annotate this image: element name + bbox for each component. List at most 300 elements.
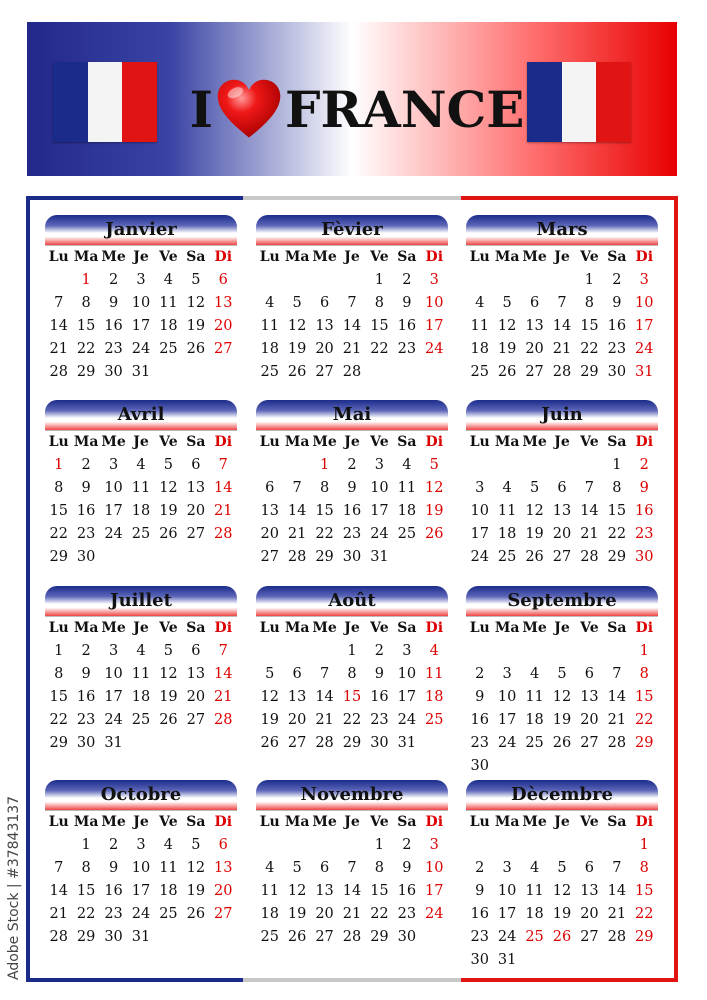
day-cell: 1 (639, 836, 649, 853)
day-cell: 13 (260, 502, 279, 519)
weekday-label: Sa (397, 814, 417, 830)
day-cell: 24 (470, 548, 489, 565)
day-cell: 14 (552, 317, 572, 334)
day-cell: 9 (612, 294, 622, 311)
weekday-label: Sa (186, 814, 206, 830)
day-cell: 13 (580, 882, 599, 899)
day-cell: 2 (347, 456, 357, 473)
day-cell: 4 (163, 271, 174, 288)
day-cell: 4 (136, 456, 146, 473)
day-cell: 3 (429, 836, 439, 853)
day-cell: 9 (347, 479, 357, 496)
day-cell: 4 (265, 859, 275, 876)
month-2 (256, 215, 448, 383)
day-cell: 11 (470, 317, 489, 334)
day-cell: 29 (76, 928, 96, 945)
day-cell: 23 (342, 525, 362, 542)
day-cell: 27 (260, 548, 279, 565)
month-11 (256, 780, 448, 948)
day-cell: 11 (525, 882, 544, 899)
day-cell: 1 (54, 642, 64, 659)
day-cell: 30 (104, 363, 123, 380)
day-cell: 25 (470, 363, 489, 380)
month-header (466, 400, 658, 430)
weekday-row (45, 245, 237, 268)
day-grid (466, 453, 658, 568)
weekday-row (45, 810, 237, 833)
day-cell: 28 (315, 734, 334, 751)
weekday-label: Ma (284, 620, 310, 636)
weekday-label: Ve (370, 620, 389, 636)
day-cell: 18 (260, 340, 279, 357)
day-cell: 28 (342, 928, 362, 945)
weekday-label: Je (344, 249, 360, 265)
day-cell: 23 (397, 340, 417, 357)
weekday-label: Lu (469, 434, 490, 450)
day-cell: 29 (607, 548, 627, 565)
day-cell: 2 (475, 859, 485, 876)
day-cell: 18 (159, 317, 178, 334)
day-cell: 31 (397, 734, 417, 751)
heart-icon (215, 77, 283, 141)
day-cell: 29 (635, 928, 654, 945)
month-header (45, 586, 237, 616)
day-cell: 3 (108, 642, 119, 659)
day-cell: 15 (342, 688, 362, 705)
day-cell: 11 (497, 502, 517, 519)
day-grid (45, 833, 237, 948)
day-cell: 3 (502, 665, 512, 682)
month-1 (45, 215, 237, 383)
day-cell: 15 (370, 882, 389, 899)
day-cell: 4 (529, 859, 540, 876)
day-cell: 6 (529, 294, 540, 311)
weekday-label: Di (425, 620, 444, 636)
month-5 (256, 400, 448, 568)
month-header (45, 400, 237, 430)
day-cell: 21 (342, 340, 362, 357)
day-cell: 20 (214, 317, 233, 334)
day-cell: 7 (218, 456, 228, 473)
day-cell: 20 (552, 525, 572, 542)
weekday-label: Me (312, 814, 337, 830)
weekday-label: Lu (259, 814, 280, 830)
day-cell: 3 (108, 456, 119, 473)
day-cell: 20 (525, 340, 544, 357)
weekday-label: Je (344, 434, 360, 450)
weekday-label: Je (554, 249, 570, 265)
day-cell: 3 (374, 456, 385, 473)
day-cell: 9 (374, 665, 385, 682)
day-cell: 28 (607, 734, 627, 751)
weekday-row (256, 245, 448, 268)
day-cell: 25 (131, 711, 151, 728)
weekday-label: Ma (73, 620, 99, 636)
month-name: Septembre (507, 589, 617, 611)
weekday-label: Ma (73, 814, 99, 830)
day-cell: 21 (287, 525, 307, 542)
day-cell: 16 (635, 502, 654, 519)
day-cell: 6 (319, 294, 330, 311)
weekday-label: Ma (284, 814, 310, 830)
day-cell: 29 (370, 928, 389, 945)
day-cell: 9 (475, 688, 485, 705)
weekday-label: Ma (284, 434, 310, 450)
weekday-label: Me (101, 249, 126, 265)
day-cell: 15 (315, 502, 334, 519)
day-cell: 25 (425, 711, 444, 728)
month-name: Août (328, 589, 376, 611)
month-header (45, 215, 237, 245)
day-cell: 20 (186, 502, 206, 519)
day-cell: 23 (104, 340, 123, 357)
month-10 (45, 780, 237, 948)
day-grid (256, 268, 448, 383)
weekday-label: Sa (397, 434, 417, 450)
day-cell: 16 (470, 711, 489, 728)
day-cell: 19 (186, 882, 206, 899)
day-cell: 5 (292, 294, 302, 311)
day-cell: 17 (497, 711, 517, 728)
day-cell: 5 (292, 859, 302, 876)
day-cell: 13 (552, 502, 572, 519)
month-8 (256, 586, 448, 754)
weekday-label: Di (214, 620, 233, 636)
day-cell: 28 (214, 711, 233, 728)
day-cell: 17 (425, 317, 444, 334)
day-cell: 18 (525, 711, 544, 728)
day-cell: 27 (214, 340, 233, 357)
day-cell: 21 (49, 340, 68, 357)
day-cell: 14 (607, 688, 627, 705)
weekday-label: Je (554, 620, 570, 636)
day-cell: 11 (159, 859, 178, 876)
day-cell: 15 (635, 882, 654, 899)
day-cell: 21 (607, 711, 627, 728)
month-name: Juin (541, 403, 583, 425)
weekday-row (256, 810, 448, 833)
day-cell: 5 (529, 479, 540, 496)
day-grid (45, 639, 237, 754)
day-cell: 13 (287, 688, 307, 705)
weekday-label: Ve (580, 620, 599, 636)
day-cell: 29 (315, 548, 334, 565)
day-cell: 21 (214, 502, 233, 519)
day-cell: 25 (260, 928, 279, 945)
day-cell: 17 (397, 688, 417, 705)
month-name: Avril (117, 403, 165, 425)
day-cell: 20 (260, 525, 279, 542)
day-cell: 19 (287, 340, 307, 357)
weekday-label: Me (101, 620, 126, 636)
weekday-label: Ve (370, 814, 389, 830)
day-cell: 3 (429, 271, 439, 288)
weekday-label: Lu (48, 620, 69, 636)
weekday-label: Di (635, 249, 654, 265)
day-cell: 20 (315, 340, 334, 357)
weekday-label: Me (522, 814, 547, 830)
day-cell: 24 (104, 711, 123, 728)
day-cell: 26 (260, 734, 279, 751)
day-cell: 9 (639, 479, 649, 496)
day-cell: 20 (186, 688, 206, 705)
day-cell: 10 (104, 479, 123, 496)
month-header (466, 780, 658, 810)
day-cell: 31 (497, 951, 517, 968)
day-cell: 12 (552, 688, 572, 705)
day-cell: 15 (76, 317, 96, 334)
day-cell: 5 (557, 859, 567, 876)
day-cell: 1 (374, 836, 385, 853)
month-3 (466, 215, 658, 383)
day-cell: 6 (584, 665, 595, 682)
day-cell: 21 (552, 340, 572, 357)
day-cell: 2 (108, 836, 119, 853)
day-cell: 19 (525, 525, 544, 542)
day-cell: 6 (218, 836, 228, 853)
day-cell: 8 (374, 859, 385, 876)
weekday-label: Ve (159, 434, 178, 450)
weekday-label: Di (214, 814, 233, 830)
day-cell: 21 (607, 905, 627, 922)
day-cell: 13 (525, 317, 544, 334)
day-cell: 9 (108, 859, 119, 876)
day-cell: 13 (580, 688, 599, 705)
day-cell: 1 (347, 642, 357, 659)
day-cell: 7 (54, 859, 64, 876)
day-cell: 12 (287, 882, 307, 899)
weekday-label: Sa (397, 249, 417, 265)
day-cell: 26 (287, 928, 307, 945)
weekday-label: Di (214, 249, 233, 265)
day-cell: 23 (76, 525, 96, 542)
day-cell: 18 (525, 905, 544, 922)
weekday-label: Di (425, 814, 444, 830)
day-cell: 15 (607, 502, 627, 519)
day-cell: 13 (186, 665, 206, 682)
day-cell: 5 (191, 271, 201, 288)
day-cell: 7 (292, 479, 302, 496)
day-cell: 8 (319, 479, 330, 496)
day-cell: 14 (214, 479, 233, 496)
day-cell: 24 (425, 340, 444, 357)
day-cell: 31 (104, 734, 123, 751)
day-cell: 12 (159, 665, 178, 682)
day-cell: 8 (584, 294, 595, 311)
day-cell: 13 (315, 882, 334, 899)
day-cell: 14 (49, 317, 68, 334)
day-cell: 25 (497, 548, 517, 565)
day-cell: 21 (214, 688, 233, 705)
day-cell: 28 (214, 525, 233, 542)
weekday-label: Ve (580, 249, 599, 265)
day-cell: 1 (639, 642, 649, 659)
day-cell: 2 (402, 271, 412, 288)
day-cell: 23 (104, 905, 123, 922)
day-cell: 30 (470, 951, 489, 968)
weekday-row (466, 616, 658, 639)
weekday-label: Lu (469, 620, 490, 636)
day-cell: 10 (131, 859, 151, 876)
day-cell: 9 (475, 882, 485, 899)
month-header (256, 586, 448, 616)
day-cell: 10 (131, 294, 151, 311)
day-grid (256, 833, 448, 948)
day-cell: 21 (342, 905, 362, 922)
weekday-label: Sa (186, 249, 206, 265)
day-cell: 25 (260, 363, 279, 380)
day-cell: 21 (580, 525, 599, 542)
day-grid (466, 639, 658, 777)
weekday-label: Di (425, 249, 444, 265)
day-cell: 7 (319, 665, 330, 682)
day-cell: 12 (260, 688, 279, 705)
day-cell: 14 (287, 502, 307, 519)
day-cell: 27 (580, 928, 599, 945)
day-cell: 18 (497, 525, 517, 542)
day-cell: 11 (260, 882, 279, 899)
day-cell: 24 (635, 340, 654, 357)
month-header (256, 780, 448, 810)
day-cell: 18 (470, 340, 489, 357)
day-cell: 8 (612, 479, 622, 496)
day-cell: 1 (81, 271, 91, 288)
weekday-label: Lu (259, 249, 280, 265)
weekday-row (45, 616, 237, 639)
day-cell: 6 (292, 665, 302, 682)
month-name: Fèvier (321, 218, 383, 240)
day-cell: 19 (287, 905, 307, 922)
day-cell: 29 (580, 363, 599, 380)
day-cell: 6 (584, 859, 595, 876)
day-cell: 31 (635, 363, 654, 380)
day-cell: 12 (497, 317, 517, 334)
day-cell: 9 (81, 479, 91, 496)
weekday-label: Je (133, 434, 149, 450)
day-cell: 30 (76, 734, 96, 751)
day-cell: 28 (287, 548, 307, 565)
day-cell: 2 (374, 642, 385, 659)
day-cell: 20 (580, 905, 599, 922)
weekday-label: Sa (607, 620, 627, 636)
day-cell: 4 (265, 294, 275, 311)
weekday-label: Me (522, 249, 547, 265)
day-cell: 25 (159, 340, 178, 357)
month-name: Mai (332, 403, 372, 425)
day-cell: 23 (470, 734, 489, 751)
day-cell: 4 (136, 642, 146, 659)
day-cell: 2 (81, 456, 91, 473)
day-cell: 26 (186, 905, 206, 922)
weekday-label: Me (101, 434, 126, 450)
day-cell: 16 (104, 882, 123, 899)
title-i: I (189, 79, 213, 139)
day-cell: 7 (347, 859, 357, 876)
day-cell: 24 (131, 905, 151, 922)
french-flag-left (53, 62, 157, 142)
weekday-row (256, 616, 448, 639)
day-cell: 8 (639, 859, 649, 876)
day-cell: 29 (49, 548, 68, 565)
day-cell: 25 (397, 525, 417, 542)
day-cell: 11 (260, 317, 279, 334)
day-cell: 3 (136, 271, 146, 288)
day-cell: 29 (635, 734, 654, 751)
day-cell: 17 (425, 882, 444, 899)
weekday-label: Lu (259, 620, 280, 636)
day-cell: 12 (525, 502, 544, 519)
day-cell: 10 (497, 882, 517, 899)
weekday-label: Lu (259, 434, 280, 450)
weekday-label: Ma (73, 434, 99, 450)
day-cell: 19 (425, 502, 444, 519)
day-cell: 12 (186, 859, 206, 876)
day-cell: 16 (76, 688, 96, 705)
weekday-label: Ma (494, 814, 520, 830)
weekday-row (45, 430, 237, 453)
weekday-label: Lu (48, 249, 69, 265)
weekday-label: Je (344, 620, 360, 636)
month-name: Janvier (105, 218, 177, 240)
day-cell: 11 (525, 688, 544, 705)
watermark: Adobe Stock | #37843137 (6, 795, 22, 980)
day-cell: 8 (54, 479, 64, 496)
month-12 (466, 780, 658, 971)
day-cell: 16 (370, 688, 389, 705)
day-cell: 24 (104, 525, 123, 542)
day-cell: 10 (635, 294, 654, 311)
day-cell: 2 (475, 665, 485, 682)
month-header (466, 215, 658, 245)
day-cell: 9 (81, 665, 91, 682)
weekday-label: Ma (494, 434, 520, 450)
weekday-label: Me (522, 620, 547, 636)
day-cell: 1 (81, 836, 91, 853)
day-cell: 26 (425, 525, 444, 542)
day-cell: 15 (49, 688, 68, 705)
day-cell: 26 (525, 548, 544, 565)
weekday-label: Ve (370, 249, 389, 265)
weekday-row (466, 430, 658, 453)
day-cell: 19 (159, 502, 178, 519)
weekday-label: Ma (494, 249, 520, 265)
day-cell: 25 (131, 525, 151, 542)
day-cell: 22 (315, 525, 334, 542)
weekday-label: Ma (494, 620, 520, 636)
day-cell: 1 (374, 271, 385, 288)
weekday-row (466, 245, 658, 268)
month-name: Novembre (300, 783, 404, 805)
day-cell: 12 (186, 294, 206, 311)
day-cell: 1 (319, 456, 330, 473)
day-cell: 14 (342, 317, 362, 334)
day-cell: 6 (319, 859, 330, 876)
day-cell: 11 (159, 294, 178, 311)
day-cell: 22 (635, 905, 654, 922)
weekday-label: Je (554, 814, 570, 830)
day-cell: 7 (218, 642, 228, 659)
weekday-label: Me (312, 434, 337, 450)
weekday-label: Me (312, 620, 337, 636)
day-cell: 8 (81, 859, 91, 876)
day-cell: 23 (76, 711, 96, 728)
day-cell: 29 (49, 734, 68, 751)
day-cell: 6 (557, 479, 567, 496)
weekday-label: Sa (607, 434, 627, 450)
day-cell: 26 (287, 363, 307, 380)
day-cell: 22 (370, 905, 389, 922)
day-cell: 17 (131, 882, 151, 899)
